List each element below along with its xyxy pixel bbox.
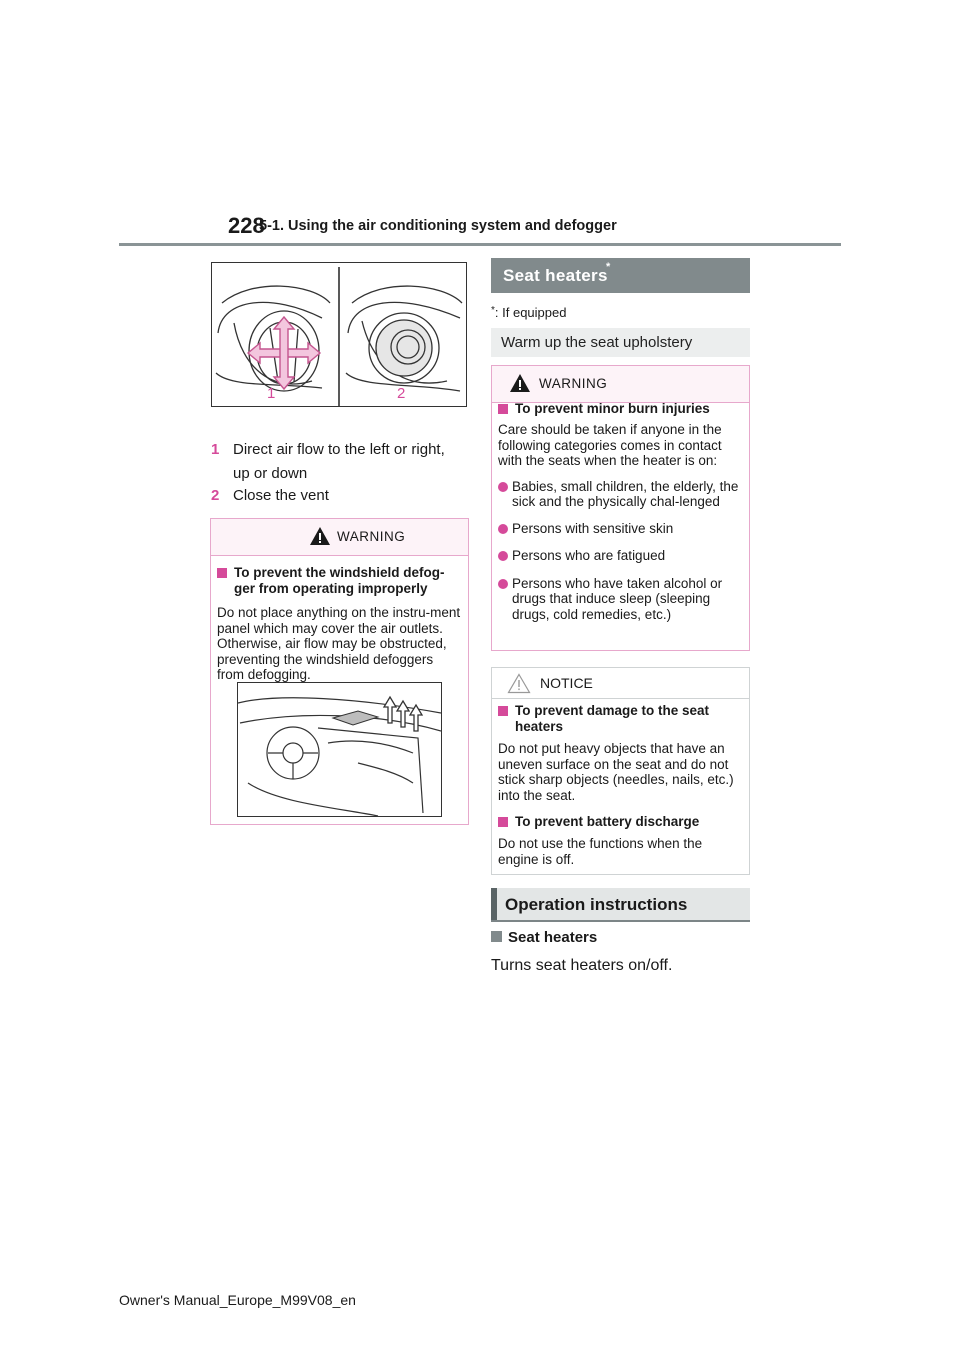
seat-heaters-title: Seat heaters — [503, 266, 608, 285]
page-number: 228 — [228, 213, 265, 238]
warning-triangle-icon — [309, 526, 331, 546]
warning-body: Care should be taken if anyone in the following categories comes in contact with the seats when the heater is on: — [498, 422, 722, 468]
operation-subheading: Seat heaters — [491, 929, 597, 946]
summary-band: Warm up the seat upholstery — [491, 328, 750, 357]
footnote-mark: * — [491, 305, 495, 316]
notice-body: Do not put heavy objects that have an uneven surface on the seat and do not stick sharp objects (needles, nails, etc.) into the seat. — [498, 741, 734, 803]
list-item: Persons with sensitive skin — [498, 521, 743, 537]
operation-rule — [491, 920, 750, 922]
square-bullet-icon — [217, 568, 227, 578]
vent-illustration — [211, 262, 467, 407]
notice-body: Do not use the functions when the engine is off. — [498, 836, 703, 867]
step-text: Close the vent — [233, 487, 329, 504]
warning-header — [211, 519, 468, 556]
section-title: 5-1. Using the air conditioning system and defogger — [259, 218, 617, 234]
operation-header: Operation instructions — [491, 888, 750, 920]
warning-triangle-icon — [509, 373, 531, 393]
notice-header — [492, 668, 749, 699]
step-number: 1 — [211, 441, 220, 458]
bullet-dot-icon — [498, 482, 508, 492]
warning-body: Do not place anything on the instru-ment panel which may cover the air outlets. Otherwise, air flow may be obstructed, preventing the windshield defoggers from defogging. — [217, 605, 461, 682]
notice-subheading: To prevent damage to the seat heaters — [498, 703, 743, 735]
warning-subheading: To prevent minor burn injuries — [498, 401, 743, 417]
list-item: Babies, small children, the elderly, the sick and the physically chal-lenged — [498, 479, 743, 510]
warning-label: WARNING — [337, 529, 406, 544]
square-bullet-icon — [491, 931, 502, 942]
step-text: Direct air flow to the left or right, up or down — [233, 441, 445, 482]
list-item: Persons who are fatigued — [498, 548, 743, 564]
figure-label-1: 1 — [267, 385, 276, 402]
warning-box-defogger — [210, 518, 469, 825]
square-bullet-icon — [498, 817, 508, 827]
warning-label: WARNING — [539, 376, 608, 391]
bullet-dot-icon — [498, 524, 508, 534]
notice-box — [491, 667, 750, 875]
operation-body: Turns seat heaters on/off. — [491, 957, 673, 974]
header-rule — [119, 243, 841, 246]
step-1 — [211, 438, 467, 488]
notice-triangle-icon — [507, 673, 531, 694]
square-bullet-icon — [498, 706, 508, 716]
step-number: 2 — [211, 487, 220, 504]
seat-heaters-header — [491, 258, 750, 293]
dashboard-illustration — [237, 682, 442, 817]
seat-heaters-title-mark: * — [606, 261, 611, 273]
bullet-dot-icon — [498, 551, 508, 561]
warning-box-burn — [491, 365, 750, 651]
bullet-dot-icon — [498, 579, 508, 589]
warning-header — [492, 366, 749, 403]
square-bullet-icon — [498, 404, 508, 414]
figure-label-2: 2 — [397, 385, 406, 402]
notice-label: NOTICE — [540, 675, 593, 691]
list-item: Persons who have taken alcohol or drugs that induce sleep (sleeping drugs, cold remedies, etc.) — [498, 576, 743, 623]
footnote: *: If equipped — [491, 305, 567, 320]
step-2 — [211, 484, 467, 510]
warning-subheading: To prevent the windshield defog-ger from operating improperly — [217, 565, 462, 597]
footer-text: Owner's Manual_Europe_M99V08_en — [119, 1292, 356, 1308]
notice-subheading: To prevent battery discharge — [498, 814, 743, 830]
